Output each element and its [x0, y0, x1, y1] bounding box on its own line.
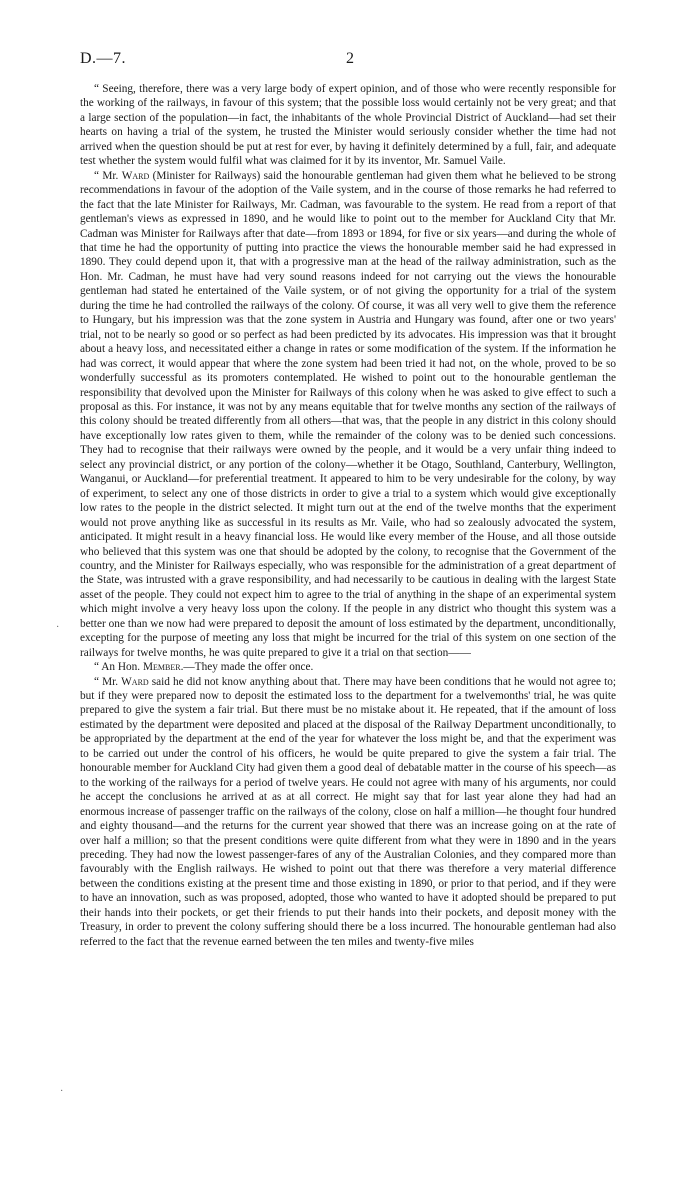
- speech-text: said he did not know anything about that. There may have been conditions that he would not agree to; but if they were prepared now to deposit the estimated loss to the department for a twelvemonths' trial, he was quite prepared to give the system a fair trial. But there must be no mistake about it. He repeated, that if the amount of loss estimated by the department were deposited and placed at the disposal of the Railway Department unconditionally, to be appropriated by the department at the end of the year for whatever the loss might be, and that the experiment was to be carried out under the control of his officers, he would be quite prepared to give the system a fair trial. The honourable member for Auckland City had given them a good deal of debatable matter in the course of his speech—as to the working of the railways for a period of twelve years. He could not agree with many of his arguments, nor could he accept the conclusions he arrived at as at all correct. He might say that for last year alone they had had an enormous increase of passenger traffic on the railways of the colony, close on half a million—he thought four hundred and eighty thousand—and the returns for the current year showed that there was an increase going on at the rate of over half a million; so that the present conditions were quite different from what they were in 1890 and in the years preceding. They had now the lowest passenger-fares of any of the Australian Colonies, and they compared more than favourably with the English railways. He wished to point out that there was therefore a very material difference between the conditions existing at the present time and those existing in 1890, or prior to that period, and if they were to have an innovation, such as was proposed, adopted, those who wanted to have it adopted should be prepared to put their hands into their pockets, or get their friends to put their hands into their pockets, and deposit money with the Treasury, in order to prevent the colony suffering should there be a loss incurred. The honourable gentleman had also referred to the fact that the revenue earned between the ten miles and twenty-five miles: [80, 675, 616, 948]
- speaker-prefix: “ Mr.: [94, 169, 122, 182]
- paragraph-ward-continued: [80, 675, 616, 950]
- paragraph-vaile-summary: “ Seeing, therefore, there was a very large body of expert opinion, and of those who were recently responsible for the working of the railways, in favour of this system; that the possible loss would certainly not be very great; and that a large section of the population—in fact, the inhabitants of the whole Provincial District of Auckland—had set their hearts on having a trial of the system, he trusted the Minister would seriously consider whether the time had not arrived when the question should be put at rest for ever, by having it definitely determined by a full, fair, and adequate test whether the system would fulfil what was claimed for it by its inventor, Mr. Samuel Vaile.: [80, 83, 616, 168]
- document-id: D.—7.: [80, 50, 127, 67]
- speaker-name: Member: [142, 661, 181, 674]
- margin-dot: ·: [60, 1086, 64, 1097]
- speaker-prefix: “ Mr.: [94, 675, 122, 688]
- page-number: 2: [346, 50, 354, 67]
- speech-text: .—They made the offer once.: [180, 661, 314, 674]
- paragraph-ward-reply: [80, 169, 616, 660]
- speaker-name: Ward: [121, 675, 149, 688]
- body-text: [80, 82, 616, 949]
- page-header: [80, 50, 620, 74]
- speaker-prefix: “ An Hon.: [94, 661, 143, 674]
- paragraph-member-interjection: [80, 660, 616, 674]
- speech-text: (Minister for Railways) said the honourable gentleman had given them what he believed to be strong recommendations in favour of the adoption of the Vaile system, and in the course of those remarks he had referred to the fact that the late Minister for Railways, Mr. Cadman, was favourable to the system. He read from a report of that gentleman's views as expressed in 1890, and he would like to point out to the member for Auckland City that Mr. Cadman was Minister for Railways after that date—from 1893 or 1894, for five or six years—and during the whole of that time he had the opportunity of putting into practice the views the honourable member said he had expressed in 1890. They could depend upon it, that with a progressive man at the head of the railway administration, such as the Hon. Mr. Cadman, he must have had very sound reasons indeed for not carrying out the views the honourable gentleman had stated he entertained of the Vaile system, or of not giving the opportunity for a trial of the system during the time he had controlled the railways of the colony. Of course, it was all very well to give them the reference to Hungary, but his impression was that the zone system in Austria and Hungary was found, after one or two years' trial, not to be nearly so good or so perfect as had been predicted by its advocates. His impression was that it brought about a heavy loss, and necessitated either a change in rates or some modification of the system. If the information he had was correct, it would appear that where the zone system had been tried it had not, on the whole, proved to be so wonderfully successful as its promoters contemplated. He wished to point out to the honourable gentleman the responsibility that devolved upon the Minister for Railways of this colony when he was asked to give effect to such a proposal as this. For instance, it was not by any means equitable that for twelve months any section of the railways of this colony should be treated differently from all others—that was, that the people in any district in this colony should have exceptionally low rates given to them, while the remainder of the colony was to be denied such concessions. They had to recognise that their railways were owned by the people, and it would be a very unfair thing indeed to select any provincial district, or any portion of the colony—whether it be Otago, Southland, Canterbury, Wellington, Wanganui, or Auckland—for preferential treatment. It appeared to him to be very undesirable for the colony, by way of experiment, to select any one of those districts in order to give a trial to a system which would give exceptionally low rates to the people in the district selected. It might turn out at the end of the twelve months that the experiment would not prove anything like as successful in its results as Mr. Vaile, who had so zealously advocated the system, anticipated. It might result in a heavy financial loss. He would like every member of the House, and all those outside who believed that this system was one that should be adopted by the colony, to recognise that the Government of the country, and the Minister for Railways especially, who was responsible for the administration of a great department of the State, was intrusted with a grave responsibility, and had necessarily to be cautious in dealing with the largest State asset of the people. They could not expect him to agree to the trial of anything in the shape of an experimental system which might involve a very heavy loss upon the colony. If the people in any district who thought this system was a better one than we now had were prepared to deposit the amount of loss estimated by the department, unconditionally, excepting for the purpose of meeting any loss that might be incurred for the trial of this system on one section of the railways for twelve months, he was quite prepared to give it a trial on that section——: [80, 169, 617, 659]
- margin-dot: ·: [56, 622, 60, 633]
- speaker-name: Ward: [121, 169, 150, 182]
